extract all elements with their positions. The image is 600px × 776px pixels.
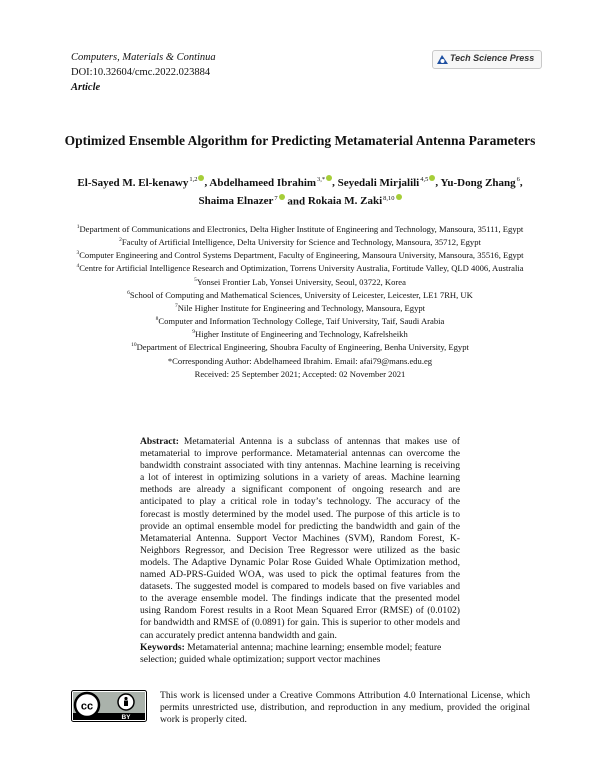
affiliation: $^3$Computer Engineering and Control Systems Department, Faculty of Engineering, Mansoura University, Mansoura, 35516, Egypt [76,250,524,261]
author[interactable]: Seyedali Mirjalili$^{4,5}$ [338,177,436,189]
cc-by-license-badge[interactable] [71,690,147,722]
received-accepted-dates: Received: 25 September 2021; Accepted: 02 November 2021 [194,368,406,379]
author-affil-marks: 8,10 [383,194,395,202]
author[interactable]: Yu-Dong Zhang$^6$ [440,176,520,189]
keywords [140,642,460,666]
affiliation: $^{10}$Department of Electrical Engineering, Shoubra Faculty of Engineering, Benha University, Egypt [131,342,469,353]
abstract-label: Abstract: [140,436,179,447]
publisher-logo[interactable] [432,50,542,69]
affiliation: $^6$School of Computing and Mathematical Sciences, University of Leicester, Leicester, LE1 7RH, UK [127,289,473,300]
abstract [140,436,460,642]
tech-science-press-logo-icon [436,53,449,66]
journal-name: Computers, Materials & Continua [71,52,216,63]
author[interactable]: Rokaia M. Zaki$^{8,10}$ [308,195,402,207]
author-list: El-Sayed M. El-kenawy$^{1,2}$ , Abdelhameed Ibrahim$^{3,*}$ , Seyedali Mirjalili$^{4,5}$ , Yu-Dong Zhang$^6$, Shaima Elnazer$^7$ and Rokaia M. Zaki$^{8,10}$ [77,176,523,208]
article-type: Article [71,82,101,93]
affiliation: $^1$Department of Communications and Electronics, Delta Higher Institute of Engineering and Technology, Mansoura, 35111, Egypt [76,223,524,234]
author[interactable]: El-Sayed M. El-kenawy$^{1,2}$ [77,177,204,189]
author-affil-marks: 3,* [317,176,326,183]
affiliation: $^7$Nile Higher Institute for Engineering and Technology, Mansoura, Egypt [174,302,426,313]
affiliations [60,222,540,380]
author[interactable]: Shaima Elnazer$^7$ [198,195,284,207]
abstract-text: Metamaterial Antenna is a subclass of antennas that makes use of metamaterial to improve performance. Metamaterial antennas can overcome the bandwidth constraint associated with tiny antennas. Machine learning is receiving a lot of interest in optimizing solutions in a variety of areas. Machine learning methods are already a significant component of ongoing research and are anticipated to play a critical role in today’s technology. The accuracy of the forecast is mostly determined by the model used. The purpose of this article is to provide an optimal ensemble model for predicting the bandwidth and gain of the Metamaterial Antenna. Support Vector Machines (SVM), Random Forest, K-Neighbors Regressor, and Decision Tree Regressor were utilized as the basic models. The Adaptive Dynamic Polar Rose Guided Whale Optimization method, named AD-PRS-Guided WOA, was used to pick the optimal features from the datasets. The suggested model is compared to models based on five variables and to the average ensemble model. The findings indicate that the presented model using Random Forest results in a Root Mean Squared Error (RMSE) of (0.0102) for bandwidth and RMSE of (0.0891) for gain. This is superior to other models and can accurately predict antenna bandwidth and gain. [140,436,460,641]
by-label: BY [121,714,131,721]
author-affil-marks: 1,2 [189,176,198,183]
author-affil-marks: 7 [274,194,278,202]
orcid-icon[interactable] [396,194,402,200]
doi[interactable]: DOI:10.32604/cmc.2022.023884 [71,67,211,78]
author-affil-marks: 6 [516,176,520,183]
affiliation: $^9$Higher Institute of Engineering and Technology, Kafrelsheikh [192,329,408,340]
cc-icon-text: cc [80,700,94,713]
author[interactable]: Abdelhameed Ibrahim$^{3,*}$ [209,177,332,189]
keywords-label: Keywords: [140,642,185,653]
license-text: This work is licensed under a Creative Commons Attribution 4.0 International License, which permits unrestricted use, distribution, and reproduction in any medium, provided the original work is properly cited. [160,690,530,725]
publisher-name: Tech Science Press [450,53,535,63]
paper-title: Optimized Ensemble Algorithm for Predicting Metamaterial Antenna Parameters [64,133,536,148]
affiliation: $^8$Computer and Information Technology College, Taif University, Taif, Saudi Arabia [155,315,445,326]
keywords-text: Metamaterial antenna; machine learning; ensemble model; feature selection; guided whale optimization; support vector machines [140,642,442,666]
author-affil-marks: 4,5 [420,176,429,183]
affiliation: $^5$Yonsei Frontier Lab, Yonsei University, Seoul, 03722, Korea [194,276,406,287]
affiliation: $^4$Centre for Artificial Intelligence Research and Optimization, Torrens University Australia, Fortitude Valley, QLD 4006, Australia [76,263,524,274]
affiliation: $^2$Faculty of Artificial Intelligence, Delta University for Science and Technology, Mansoura, 35712, Egypt [119,237,481,248]
corresponding-author[interactable]: *Corresponding Author: Abdelhameed Ibrahim. Email: afai79@mans.edu.eg [167,355,433,366]
